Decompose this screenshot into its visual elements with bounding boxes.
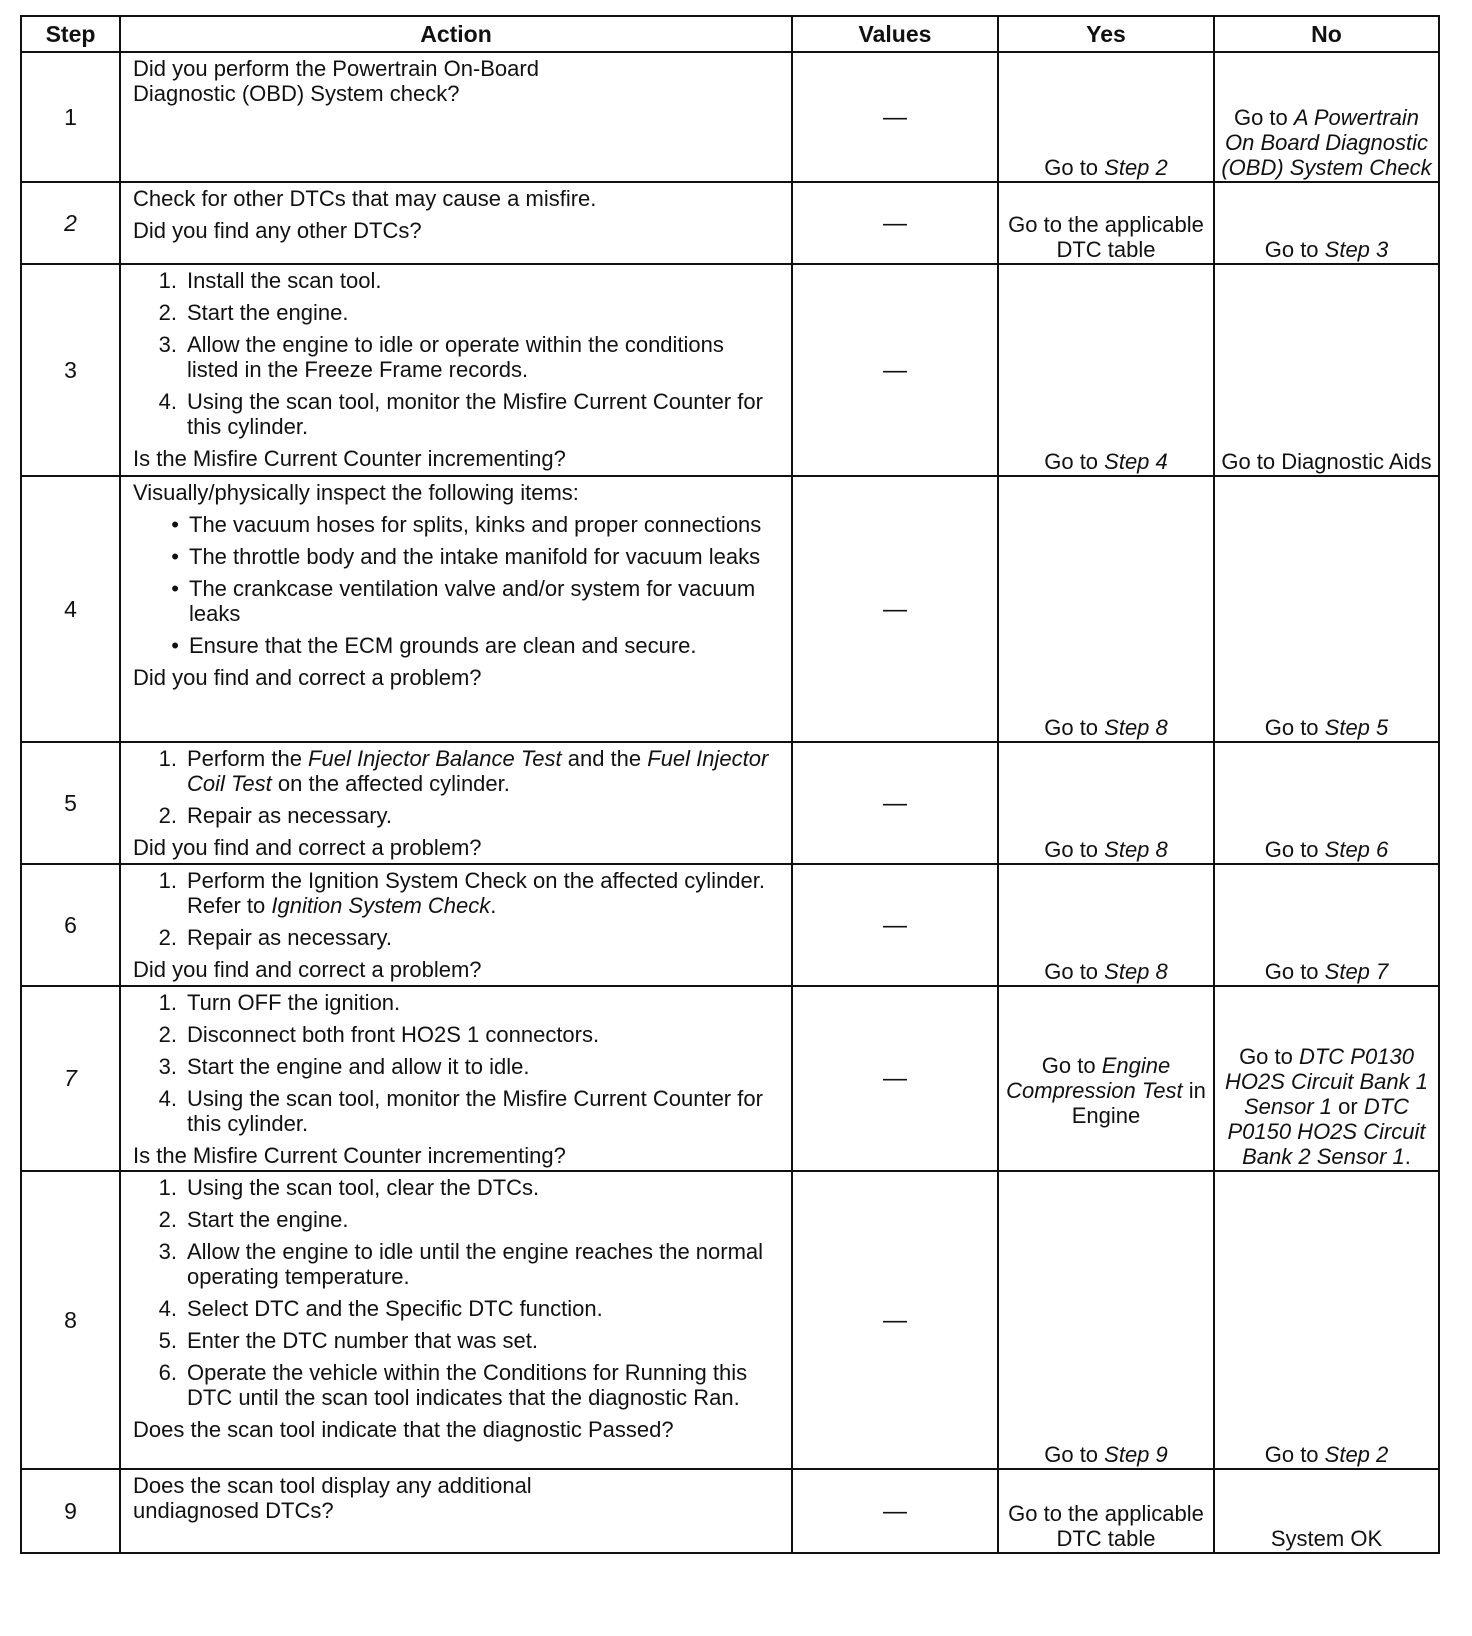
- no-cell: [1214, 52, 1439, 182]
- yes-prefix: Go to: [1044, 449, 1105, 474]
- header-action: Action: [120, 16, 792, 52]
- no-cell[interactable]: Go to Diagnostic Aids: [1214, 264, 1439, 476]
- yes-cell: [998, 864, 1214, 986]
- action-cell: [120, 986, 792, 1171]
- values-cell: —: [792, 742, 998, 864]
- step-number: 9: [21, 1469, 120, 1553]
- question-text: Does the scan tool indicate that the diagnostic Passed?: [133, 1417, 674, 1442]
- step-number: 5: [21, 742, 120, 864]
- table-row: [21, 1171, 1439, 1469]
- question-text: Did you find and correct a problem?: [133, 665, 482, 690]
- yes-cell: [998, 742, 1214, 864]
- question-text: Did you find and correct a problem?: [133, 957, 482, 982]
- yes-link[interactable]: Step 9: [1104, 1442, 1168, 1467]
- table-row: [21, 476, 1439, 742]
- yes-prefix: Go to: [1044, 1442, 1105, 1467]
- question-text: Did you find and correct a problem?: [133, 835, 482, 860]
- values-cell: —: [792, 1469, 998, 1553]
- list-item: 3. Allow the engine to idle until the engine reaches the normal operating temperature.: [158, 1239, 764, 1289]
- list-item: • The throttle body and the intake manifold for vacuum leaks: [171, 544, 761, 569]
- no-cell: [1214, 742, 1439, 864]
- list-item: 2. Start the engine.: [158, 300, 349, 325]
- yes-prefix: Go to: [1044, 959, 1105, 984]
- no-connector: or: [1332, 1094, 1364, 1119]
- no-prefix: Go to: [1264, 1442, 1325, 1467]
- question-text: Is the Misfire Current Counter incrementing?: [133, 446, 566, 471]
- yes-link[interactable]: Step 4: [1104, 449, 1168, 474]
- step-number: 4: [21, 476, 120, 742]
- list-item: 4. Using the scan tool, monitor the Misfire Current Counter for this cylinder.: [158, 1086, 763, 1136]
- values-cell: —: [792, 264, 998, 476]
- table-row: [21, 986, 1439, 1171]
- list-item: 3. Start the engine and allow it to idle.: [158, 1054, 530, 1079]
- no-cell: Go to DTC P0130 HO2S Circuit Bank 1 Sensor 1 or DTC P0150 HO2S Circuit Bank 2 Sensor 1.: [1214, 986, 1439, 1171]
- header-step: Step: [21, 16, 120, 52]
- yes-cell: [998, 476, 1214, 742]
- no-link[interactable]: Step 2: [1324, 1442, 1389, 1467]
- header-values: Values: [792, 16, 998, 52]
- step-number: 6: [21, 864, 120, 986]
- values-cell: —: [792, 1171, 998, 1469]
- action-cell: [120, 264, 792, 476]
- list-item: 2. Disconnect both front HO2S 1 connectors.: [158, 1022, 600, 1047]
- list-item: 1. Install the scan tool.: [158, 268, 382, 293]
- table-row: [21, 864, 1439, 986]
- header-no: No: [1214, 16, 1439, 52]
- table-row: [21, 264, 1439, 476]
- yes-prefix: Go to: [1044, 715, 1105, 740]
- no-link[interactable]: DTC P0130 HO2S Circuit Bank 1 Sensor 1: [1225, 1044, 1428, 1119]
- table-row: [21, 52, 1439, 182]
- list-item: 1. Using the scan tool, clear the DTCs.: [158, 1175, 540, 1200]
- no-link[interactable]: Step 3: [1324, 237, 1389, 262]
- list-item: 1. Perform the Fuel Injector Balance Test and the Fuel Injector Coil Test on the affected cylinder.: [158, 746, 769, 796]
- yes-link[interactable]: Step 8: [1104, 837, 1168, 862]
- no-prefix: Go to: [1233, 105, 1294, 130]
- yes-cell: [998, 986, 1214, 1171]
- yes-prefix: Go to: [1044, 155, 1105, 180]
- list-item: 4. Using the scan tool, monitor the Misfire Current Counter for this cylinder.: [158, 389, 763, 439]
- values-cell: —: [792, 864, 998, 986]
- list-item: • Ensure that the ECM grounds are clean and secure.: [171, 633, 697, 658]
- values-cell: —: [792, 182, 998, 264]
- question-text: Did you perform the Powertrain On-Board Diagnostic (OBD) System check?: [133, 56, 539, 106]
- action-cell: [120, 182, 792, 264]
- table-row: [21, 1469, 1439, 1553]
- list-item: 2. Repair as necessary.: [158, 803, 393, 828]
- no-prefix: Go to: [1264, 959, 1325, 984]
- yes-link[interactable]: Step 8: [1104, 959, 1168, 984]
- list-item: 2. Repair as necessary.: [158, 925, 393, 950]
- list-item: 6. Operate the vehicle within the Conditions for Running this DTC until the scan tool indicates that the diagnostic Ran.: [158, 1360, 748, 1410]
- step-number: 1: [21, 52, 120, 182]
- no-link[interactable]: Step 6: [1324, 837, 1389, 862]
- action-cell: [120, 52, 792, 182]
- list-item: • The crankcase ventilation valve and/or system for vacuum leaks: [171, 576, 756, 626]
- table-header-row: [21, 16, 1439, 52]
- question-text: Does the scan tool display any additional undiagnosed DTCs?: [133, 1473, 532, 1523]
- no-link[interactable]: Step 5: [1324, 715, 1389, 740]
- yes-link[interactable]: Engine Compression Test: [1006, 1052, 1183, 1103]
- no-cell: [1214, 864, 1439, 986]
- yes-link[interactable]: Step 8: [1104, 715, 1168, 740]
- list-item: • The vacuum hoses for splits, kinks and proper connections: [171, 512, 762, 537]
- header-yes: Yes: [998, 16, 1214, 52]
- list-item: 5. Enter the DTC number that was set.: [158, 1328, 538, 1353]
- action-text: Check for other DTCs that may cause a misfire.: [133, 186, 597, 211]
- no-link[interactable]: A Powertrain On Board Diagnostic (OBD) System Check: [1221, 105, 1432, 180]
- values-cell: —: [792, 476, 998, 742]
- table-row: [21, 742, 1439, 864]
- yes-cell[interactable]: Go to the applicable DTC table: [998, 182, 1214, 264]
- step-number: 3: [21, 264, 120, 476]
- list-item: 3. Allow the engine to idle or operate within the conditions listed in the Freeze Frame records.: [158, 332, 724, 382]
- yes-cell[interactable]: Go to the applicable DTC table: [998, 1469, 1214, 1553]
- list-item: 2. Start the engine.: [158, 1207, 349, 1232]
- action-cell: [120, 1469, 792, 1553]
- no-prefix: Go to: [1264, 715, 1325, 740]
- no-prefix: Go to: [1264, 237, 1325, 262]
- test-reference[interactable]: Fuel Injector Coil Test: [187, 746, 769, 796]
- no-cell: System OK: [1214, 1469, 1439, 1553]
- action-text: Visually/physically inspect the following items:: [133, 480, 579, 505]
- no-cell: [1214, 476, 1439, 742]
- yes-prefix: Go to: [1044, 837, 1105, 862]
- yes-suffix: in Engine: [1071, 1077, 1206, 1128]
- yes-cell: [998, 264, 1214, 476]
- question-text: Did you find any other DTCs?: [133, 218, 422, 243]
- no-cell: [1214, 182, 1439, 264]
- values-cell: —: [792, 986, 998, 1171]
- step-number: 7: [21, 986, 120, 1171]
- yes-cell: [998, 52, 1214, 182]
- no-link[interactable]: DTC P0150 HO2S Circuit Bank 2 Sensor 1: [1227, 1094, 1426, 1169]
- list-item: 1. Turn OFF the ignition.: [158, 990, 401, 1015]
- yes-link[interactable]: Step 2: [1104, 155, 1168, 180]
- table-row: [21, 182, 1439, 264]
- list-item: 4. Select DTC and the Specific DTC function.: [158, 1296, 603, 1321]
- no-cell: [1214, 1171, 1439, 1469]
- no-link[interactable]: Step 7: [1324, 959, 1389, 984]
- yes-cell: [998, 1171, 1214, 1469]
- step-number: 8: [21, 1171, 120, 1469]
- action-cell: [120, 1171, 792, 1469]
- procedure-reference[interactable]: Ignition System Check: [271, 893, 491, 918]
- action-cell: [120, 742, 792, 864]
- step-number: 2: [21, 182, 120, 264]
- no-prefix: Go to: [1239, 1044, 1299, 1069]
- yes-prefix: Go to: [1041, 1052, 1102, 1078]
- action-cell: [120, 476, 792, 742]
- list-item: 1. Perform the Ignition System Check on the affected cylinder. Refer to Ignition System Check.: [158, 868, 766, 918]
- question-text: Is the Misfire Current Counter incrementing?: [133, 1143, 566, 1168]
- no-prefix: Go to: [1264, 837, 1325, 862]
- diagnostic-table: [20, 15, 1440, 1554]
- action-cell: [120, 864, 792, 986]
- test-reference[interactable]: Fuel Injector Balance Test: [308, 746, 562, 771]
- values-cell: —: [792, 52, 998, 182]
